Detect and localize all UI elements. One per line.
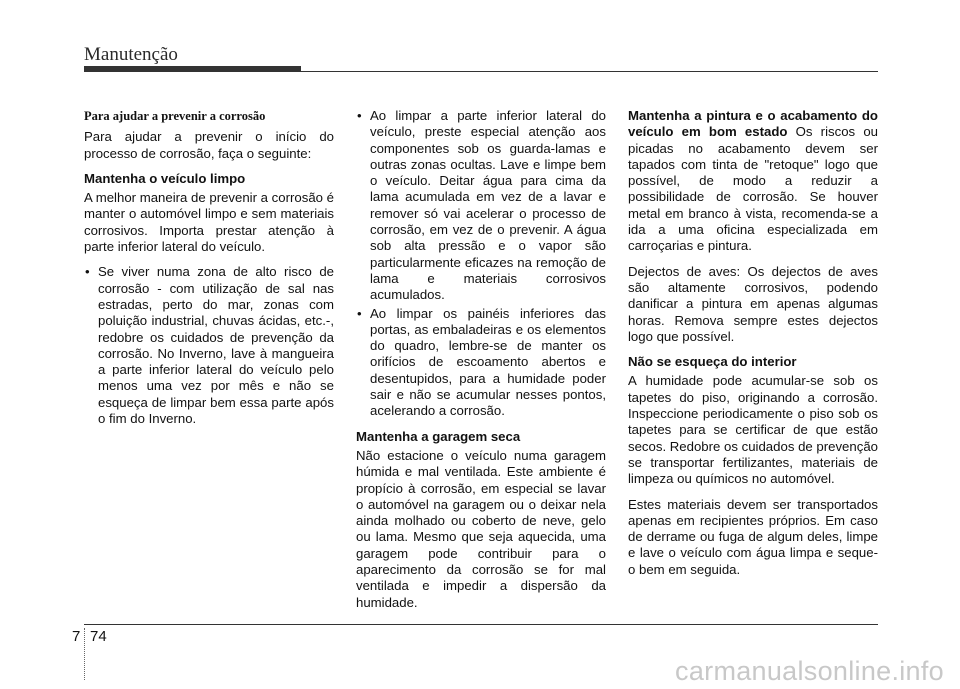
header-bar [84,66,301,72]
paragraph-keep-clean: A melhor maneira de prevenir a corrosão é manter o automóvel limpo e sem materiais corrosivos. Importa prestar atenção à parte inferior lateral do veículo. [84,190,334,255]
heading-interior: Não se esqueça do interior [628,354,797,370]
column-2 [356,108,606,620]
watermark: carmanualsonline.info [675,656,944,686]
intro-paragraph: Para ajudar a prevenir o início do processo de corrosão, faça o seguinte: [84,129,334,161]
bullet-list [84,264,334,427]
footer-rule [84,624,878,625]
chapter-number: 7 [72,628,81,645]
paragraph-interior: A humidade pode acumular-se sob os tapetes do piso, originando a corrosão. Inspeccione periodicamente o piso sob os tapetes para se certificar de que estão secos. Redobre os cuidados de prevenção se transportar fertilizantes, materiais de limpeza ou químicos no automóvel. [628,373,878,487]
section-title: Manutenção [84,44,178,65]
paragraph-paint [628,108,878,255]
paragraph-transport: Estes materiais devem ser transportados apenas em recipientes próprios. Em caso de derrame ou fuga de algum deles, limpe e lave o veículo com água limpa e seque-o bem em seguida. [628,496,878,577]
list-item: • Ao limpar os painéis inferiores das portas, as embaladeiras e os elementos do quadro, lembre-se de manter os orifícios de escoamento abertos e desentupidos, para a humidade poder sair e não se acumular nesses pontos, acelerando a corrosão. [356,306,606,420]
heading-keep-clean: Mantenha o veículo limpo [84,170,246,186]
list-item: • Se viver numa zona de alto risco de corrosão - com utilização de sal nas estradas, perto do mar, zonas com poluição industrial, chuvas ácidas, etc.-, redobre os cuidados de prevenção da corrosão. No Inverno, lave à mangueira a parte inferior lateral do veículo pelo menos uma vez por mês e não se esqueça de limpar bem essa parte após o fim do Inverno. [84,264,334,427]
bullet-list [356,108,606,420]
page-number: 74 [90,628,107,645]
paragraph-bird-droppings: Dejectos de aves: Os dejectos de aves são altamente corrosivos, podendo danificar a pintura em apenas algumas horas. Remova sempre estes dejectos logo que possível. [628,263,878,344]
footer-divider [84,628,85,680]
heading-garage: Mantenha a garagem seca [356,428,521,444]
column-3 [628,108,878,587]
column-1 [84,108,334,436]
list-item: • Ao limpar a parte inferior lateral do veículo, preste especial atenção aos componentes sob os guarda-lamas e outras zonas ocultas. Lave e limpe bem o veículo. Deitar água para cima da lama acumulada em vez de a lavar e remover só vai acelerar o processo de corrosão, em vez de o prevenir. A água sob alta pressão e o vapor são particularmente eficazes na remoção de lama e materiais corrosivos acumulados. [356,108,606,304]
paragraph-garage: Não estacione o veículo numa garagem húmida e mal ventilada. Este ambiente é propício à corrosão, em especial se lavar o automóvel na garagem ou o deixar nela ainda molhado ou coberto de neve, gelo ou lama. Mesmo que seja aquecida, uma garagem pode contribuir para o aparecimento da corrosão se for mal ventilada e impedir a dispersão da humidade. [356,447,606,610]
header-rule [301,71,878,72]
subsection-title: Para ajudar a prevenir a corrosão [84,109,266,123]
lead-paint: Mantenha a pintura e o acabamento do veículo em bom estado [628,108,878,140]
paragraph-paint-body: Os riscos ou picadas no acabamento devem ser tapados com tinta de "retoque" logo que possível, de modo a reduzir a possibilidade de corrosão. Se houver metal em branco à vista, recomenda-se a ida a uma oficina especializada em carroçarias e pintura. [628,124,878,254]
